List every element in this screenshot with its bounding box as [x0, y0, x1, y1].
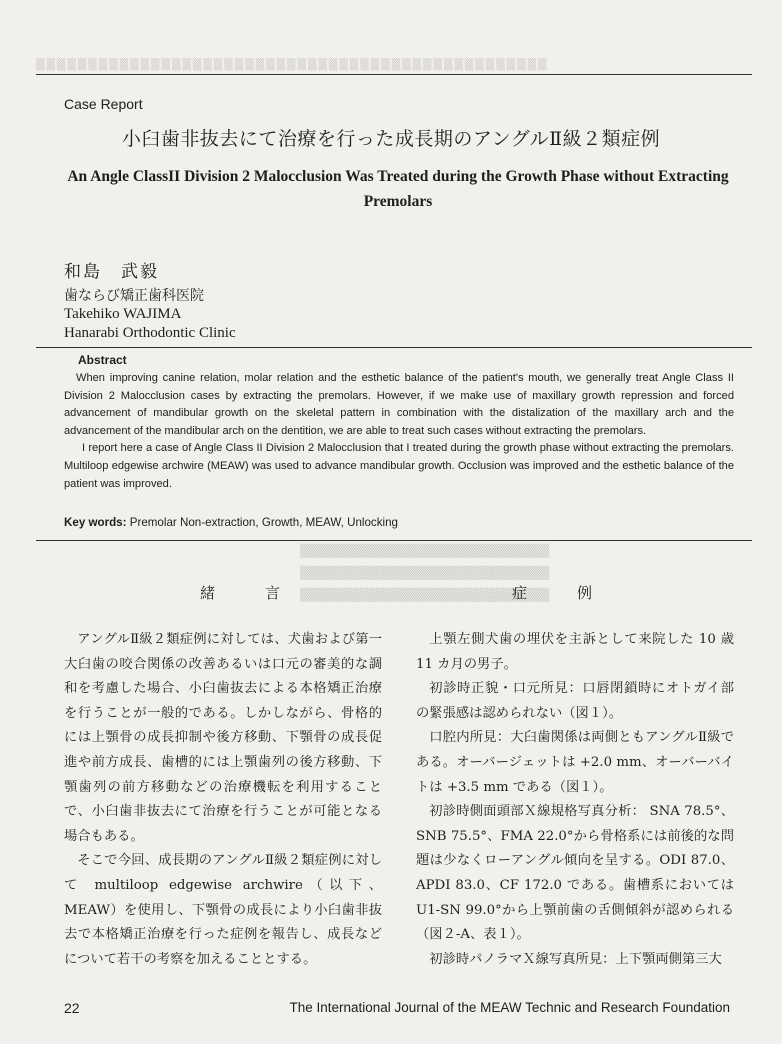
- bleed-through-header: ▒▒▒▒▒▒▒▒▒▒▒▒▒▒▒▒▒▒▒▒▒▒▒▒▒▒▒▒▒▒▒▒▒▒▒▒▒▒▒▒▒▒▒▒▒▒▒▒▒: [36, 58, 549, 71]
- case-paragraph-5: 初診時パノラマＸ線写真所見：上下顎両側第三大: [429, 951, 722, 967]
- case-column: [416, 628, 734, 972]
- title-english: An Angle ClassII Division 2 Malocclusion Was Treated during the Growth Phase without Extracting Premolars: [67, 168, 729, 210]
- keywords: [64, 516, 398, 529]
- keywords-text: Premolar Non-extraction, Growth, MEAW, Unlocking: [129, 516, 398, 529]
- abstract-heading: Abstract: [78, 353, 127, 367]
- introduction-paragraph-1: アングルⅡ級２類症例に対しては、犬歯および第一大臼歯の咬合関係の改善あるいは口元の審美的な調和を考慮した場合、小臼歯抜去による本格矯正治療を行うことが一般的である。しかしながら、骨格的には上顎骨の成長抑制や後方移動、下顎骨の成長促進や前方成長、歯槽的には上顎歯列の後方移動、下顎歯列の前方移動などの治療機転を利用することで、小臼歯非抜去にて治療を行うことが可能となる場合もある。: [64, 632, 382, 844]
- bleed-through-texture: ▒▒▒▒▒▒▒▒▒▒▒▒▒▒▒▒▒▒▒▒▒▒▒▒▒▒▒ ▒▒▒▒▒▒▒▒▒▒▒▒▒▒▒▒▒▒▒▒▒▒▒▒▒▒▒ ▒▒▒▒▒▒▒▒▒▒▒▒▒▒▒▒▒▒▒▒▒▒▒▒▒▒▒: [300, 544, 550, 602]
- introduction-column: [64, 628, 382, 972]
- affiliation-english: Hanarabi Orthodontic Clinic: [64, 325, 236, 341]
- case-paragraph-2: 初診時正貌・口元所見：口唇閉鎖時にオトガイ部の緊張感は認められない（図１）。: [416, 681, 734, 721]
- author-name-japanese: 和島 武毅: [64, 262, 159, 282]
- introduction-heading: 緒言: [200, 584, 331, 602]
- abstract-paragraph-1: When improving canine relation, molar relation and the esthetic balance of the patient's mouth, we generally treat Angle Class II Division 2 Malocclusion cases by extracting the premolars. However, if we make use of maxillary growth repression and forced advancement of mandibular growth on the skeletal pattern in combination with the distalization of the maxillary arch and the advancement of the mandibular arch on the dentition, we are able to treat such cases without extracting the premolars.: [64, 372, 734, 437]
- introduction-paragraph-2: そこで今回、成長期のアングルⅡ級２類症例に対して multiloop edgewise archwire（以下、MEAW）を使用し、下顎骨の成長により小臼歯非抜去で本格矯正治療を行った症例を報告し、成長などについて若干の考察を加えることとする。: [64, 853, 382, 967]
- case-heading: 症例: [512, 584, 643, 602]
- keywords-label: Key words:: [64, 516, 127, 529]
- abstract-paragraph-2: I report here a case of Angle Class II Division 2 Malocclusion that I treated during the growth phase without extracting the premolars. Multiloop edgewise archwire (MEAW) was used to advance mandibular growth. Occlusion was improved and the esthetic balance of the patient was improved.: [64, 442, 734, 490]
- affiliation-japanese: 歯ならび矯正歯科医院: [64, 288, 204, 304]
- page-number: 22: [64, 1000, 80, 1016]
- abstract-body: [64, 370, 734, 493]
- title-japanese: 小臼歯非抜去にて治療を行った成長期のアングルⅡ級２類症例: [121, 128, 661, 150]
- journal-title: The International Journal of the MEAW Technic and Research Foundation: [289, 1000, 730, 1015]
- author-name-english: Takehiko WAJIMA: [64, 306, 182, 322]
- article-type-label: Case Report: [64, 96, 143, 112]
- keywords-rule: [36, 540, 752, 541]
- case-paragraph-3: 口腔内所見：大臼歯関係は両側ともアングルⅡ級である。オーバージェットは +2.0 mm、オーバーバイトは +3.5 mm である（図１）。: [416, 730, 734, 795]
- top-rule: [36, 74, 752, 75]
- case-paragraph-4: 初診時側面頭部Ｘ線規格写真分析： SNA 78.5°、SNB 75.5°、FMA 22.0°から骨格系には前後的な問題は少なくローアングル傾向を呈する。ODI 87.0、APDI 83.0、CF 172.0 である。歯槽系においては U1-SN 99.0°から上顎前歯の舌側傾斜が認められる（図２-A、表１）。: [416, 804, 734, 943]
- case-paragraph-1: 上顎左側犬歯の埋伏を主訴として来院した 10 歳 11 カ月の男子。: [416, 632, 734, 672]
- abstract-rule: [36, 347, 752, 348]
